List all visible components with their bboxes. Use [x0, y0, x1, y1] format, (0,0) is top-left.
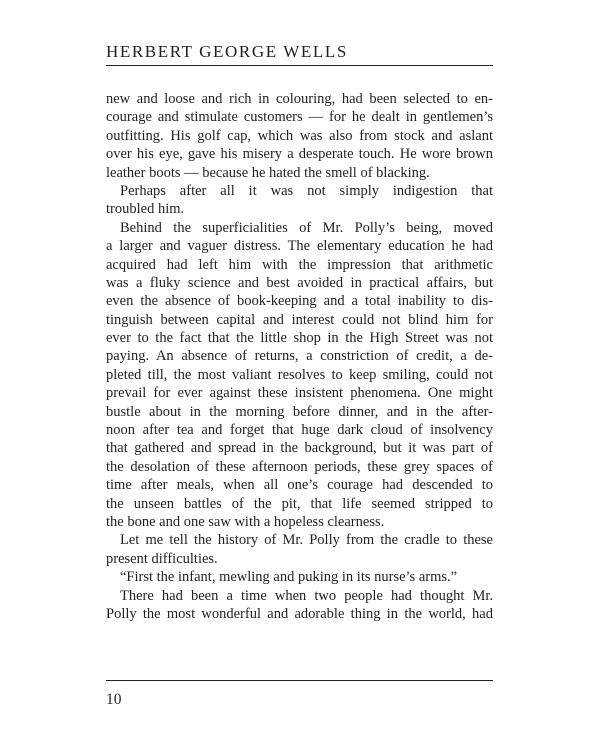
text-line: “First the infant, mewling and puking in its nurse’s arms.” — [120, 569, 458, 586]
text-line: present difficulties. — [106, 550, 218, 567]
text-line: Behind the superficialities of Mr. Polly’s being, moved — [120, 219, 493, 236]
text-line: tinguish between capital and interest could not blind him for — [106, 311, 493, 328]
text-line: outfitting. His golf cap, which was also from stock and aslant — [106, 127, 493, 144]
header-rule — [106, 65, 493, 66]
text-line: new and loose and rich in colouring, had been selected to en- — [106, 91, 493, 107]
text-line: Let me tell the history of Mr. Polly from the cradle to these — [120, 532, 493, 549]
text-line: was a fluky science and best avoided in practical affairs, but — [106, 274, 493, 291]
text-line: a larger and vaguer distress. The elementary education he had — [106, 238, 493, 255]
footer-rule — [106, 680, 493, 681]
text-line: courage and stimulate customers — for he dealt in gentlemen’s — [106, 109, 493, 126]
text-line: There had been a time when two people had thought Mr. — [120, 587, 493, 604]
text-line: the desolation of these afternoon periods, these grey spaces of — [106, 458, 493, 475]
text-line: ever to the fact that the little shop in the High Street was not — [106, 330, 493, 347]
text-line: troubled him. — [106, 201, 185, 218]
text-line: the unseen battles of the pit, that life seemed stripped to — [106, 495, 493, 512]
text-line: bustle about in the morning before dinner, and in the after- — [106, 403, 493, 420]
text-line: leather boots — because he hated the smell of blacking. — [106, 164, 430, 181]
text-line: Polly the most wonderful and adorable thing in the world, had — [106, 605, 493, 622]
body-text — [106, 90, 493, 623]
text-line: noon after tea and forget that huge dark cloud of insolvency — [106, 422, 493, 439]
text-line: pleted till, the most valiant resolves to keep smiling, could not — [106, 366, 493, 383]
text-line: acquired had left him with the impression that arithmetic — [106, 256, 493, 273]
text-line: even the absence of book-keeping and a total inability to dis- — [106, 293, 493, 310]
text-line: prevail for ever against these insistent phenomena. One might — [106, 385, 493, 402]
text-line: time after meals, when all one’s courage had descended to — [106, 477, 493, 494]
text-line: the bone and one saw with a hopeless clearness. — [106, 513, 385, 530]
text-line: over his eye, gave his misery a desperate touch. He wore brown — [106, 146, 493, 163]
running-head: HERBERT GEORGE WELLS — [106, 42, 348, 61]
page-number: 10 — [106, 691, 122, 708]
text-line: that gathered and spread in the background, but it was part of — [106, 440, 493, 457]
text-line: paying. An absence of returns, a constriction of credit, a de- — [106, 348, 493, 365]
text-line: Perhaps after all it was not simply indigestion that — [120, 182, 493, 199]
